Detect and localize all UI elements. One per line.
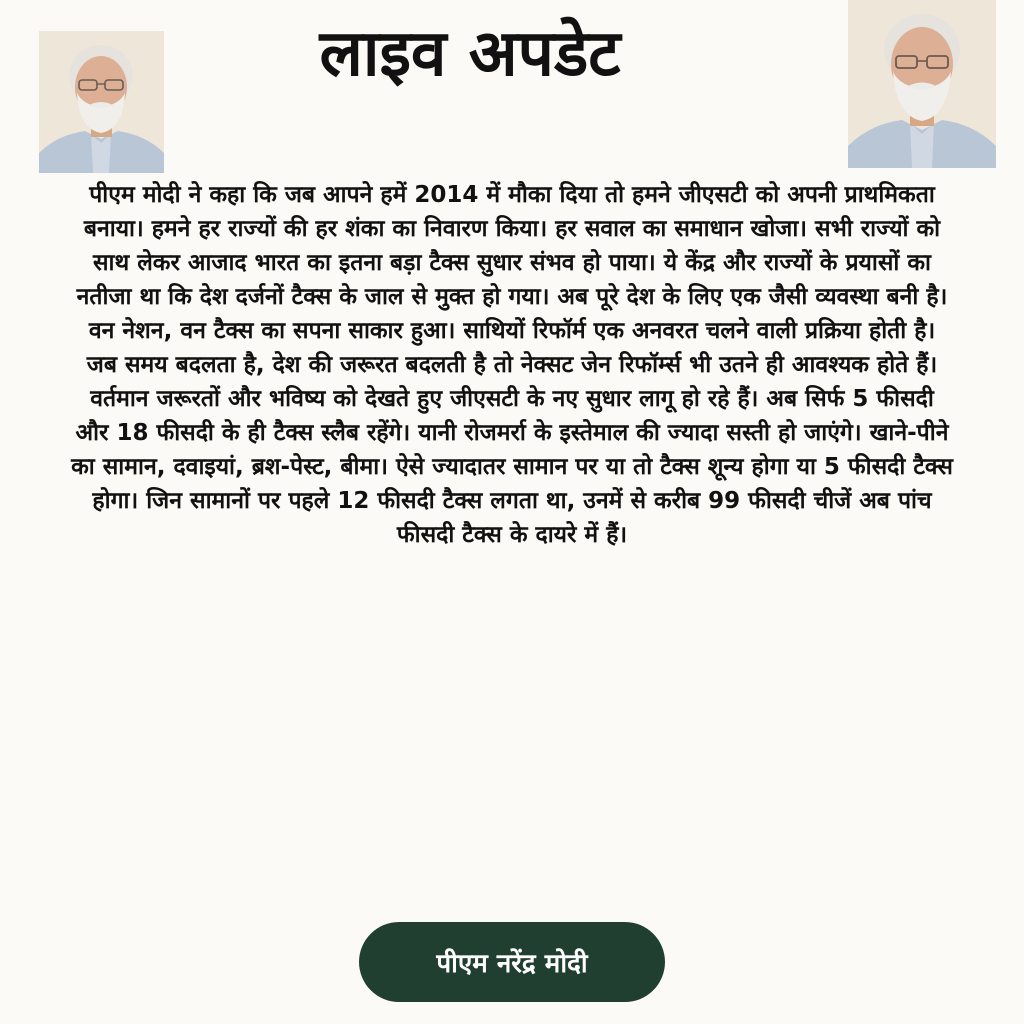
author-badge-button[interactable]: पीएम नरेंद्र मोदी xyxy=(359,922,665,1002)
portrait-photo-icon xyxy=(848,0,996,168)
article-body: पीएम मोदी ने कहा कि जब आपने हमें 2014 में मौका दिया तो हमने जीएसटी को अपनी प्राथमिकता बनाया। हमने हर राज्यों की हर शंका का निवारण किया। हर सवाल का समाधान खोजा। सभी राज्यों को साथ लेकर आजाद भारत का इतना बड़ा टैक्स सुधार संभव हो पाया। ये केंद्र और राज्यों के प्रयासों का नतीजा था कि देश दर्जनों टैक्स के जाल से मुक्त हो गया। अब पूरे देश के लिए एक जैसी व्यवस्था बनी है। वन नेशन, वन टैक्स का सपना साकार हुआ। साथियों रिफॉर्म एक अनवरत चलने वाली प्रक्रिया होती है। जब समय बदलता है, देश की जरूरत बदलती है तो नेक्सट जेन रिफॉर्म्स भी उतने ही आवश्यक होते हैं। वर्तमान जरूरतों और भविष्य को देखते हुए जीएसटी के नए सुधार लागू हो रहे हैं। अब सिर्फ 5 फीसदी और 18 फीसदी के ही टैक्स स्लैब रहेंगे। यानी रोजमर्रा के इस्तेमाल की ज्यादा सस्ती हो जाएंगे। खाने-पीने का सामान, दवाइयां, ब्रश-पेस्ट, बीमा। ऐसे ज्यादातर सामान पर या तो टैक्स शून्य होगा या 5 फीसदी टैक्स होगा। जिन सामानों पर पहले 12 फीसदी टैक्स लगता था, उनमें से करीब 99 फीसदी चीजें अब पांच फीसदी टैक्स के दायरे में हैं। xyxy=(71,182,953,548)
portrait-photo-icon xyxy=(39,31,164,173)
portrait-left xyxy=(39,31,164,173)
portrait-right xyxy=(848,0,996,168)
page-title: लाइव अपडेट xyxy=(319,17,621,91)
